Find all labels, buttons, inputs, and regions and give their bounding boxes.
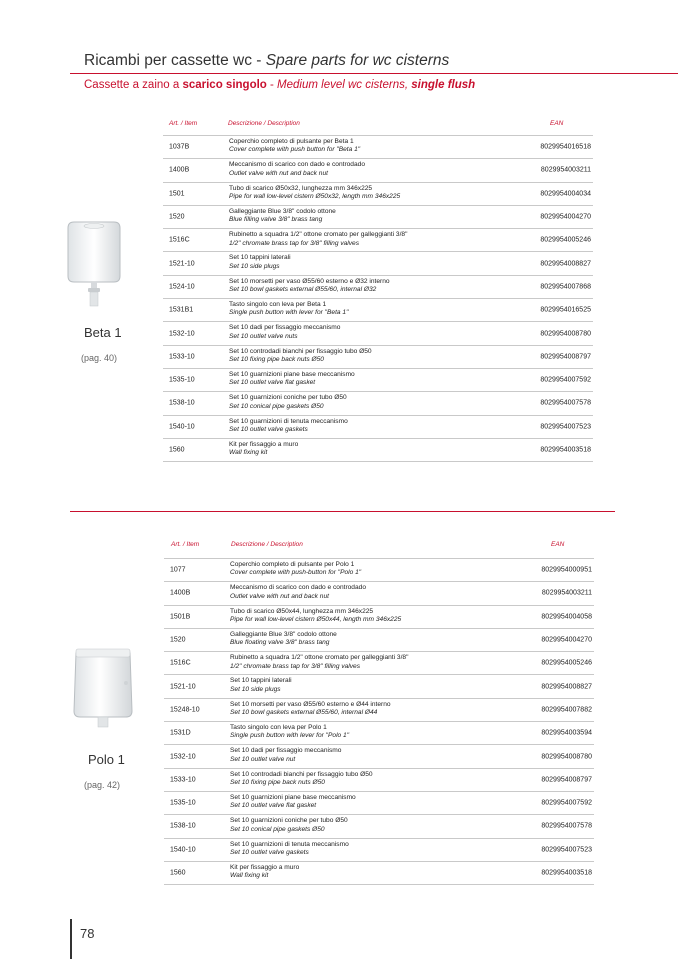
item-code: 1560 (170, 869, 186, 877)
description-english: 1/2" chromate brass tap for 3/8" filling valves (229, 239, 360, 247)
item-description (229, 185, 400, 202)
description-italian: Set 10 controdadi bianchi per fissaggio tubo Ø50 (229, 347, 372, 355)
column-header-ean: EAN (550, 120, 564, 127)
description-italian: Set 10 tappini laterali (230, 677, 292, 685)
item-description (229, 254, 291, 271)
beta1-cistern-image (64, 218, 124, 308)
description-english: Set 10 outlet valve nut (230, 755, 296, 763)
item-code: 1516C (169, 236, 190, 244)
item-description (230, 724, 349, 741)
item-code: 1520 (169, 213, 185, 221)
table-row (163, 276, 593, 299)
description-italian: Set 10 guarnizioni di tenuta meccanismo (229, 417, 348, 425)
column-header-description: Descrizione / Description (228, 120, 300, 127)
description-italian: Kit per fissaggio a muro (229, 440, 299, 448)
description-english: Outlet valve with nut and back nut (230, 592, 329, 600)
description-english: Set 10 side plugs (229, 262, 280, 270)
ean-code: 8029954005246 (541, 659, 592, 667)
ean-code: 8029954005246 (540, 236, 591, 244)
ean-code: 8029954003518 (540, 446, 591, 454)
title-divider (70, 73, 678, 74)
description-english: Blue floating valve 3/8" brass tang (230, 639, 330, 647)
description-italian: Tubo di scarico Ø50x44, lunghezza mm 346x225 (230, 607, 374, 615)
item-code: 1531D (170, 729, 191, 737)
description-english: Blue filling valve 3/8" brass tang (229, 216, 323, 224)
description-english: Cover complete with push-button for "Polo 1" (230, 569, 362, 577)
item-description (230, 631, 337, 648)
description-english: Set 10 side plugs (230, 685, 281, 693)
description-italian: Set 10 morsetti per vaso Ø55/60 esterno e Ø44 interno (230, 700, 391, 708)
item-description (229, 208, 336, 225)
item-description (230, 747, 341, 764)
table-row (164, 722, 594, 745)
description-italian: Set 10 guarnizioni piane base meccanismo (229, 370, 355, 378)
table-row (164, 606, 594, 629)
table-row (164, 675, 594, 698)
item-code: 1077 (170, 566, 186, 574)
item-code: 1521-10 (169, 260, 195, 268)
description-italian: Set 10 guarnizioni coniche per tubo Ø50 (229, 394, 347, 402)
product-page-ref-beta1: (pag. 40) (81, 353, 118, 363)
table-row (164, 862, 594, 885)
item-code: 15248-10 (170, 706, 200, 714)
item-description (230, 817, 348, 834)
column-header-art: Art. / Item (169, 120, 198, 127)
ean-code: 8029954003594 (541, 729, 592, 737)
item-description (230, 584, 366, 601)
item-description (230, 771, 373, 788)
item-code: 1400B (170, 589, 191, 597)
ean-code: 8029954008797 (540, 353, 591, 361)
item-code: 1520 (170, 636, 186, 644)
description-italian: Galleggiante Blue 3/8" codolo ottone (230, 630, 337, 638)
item-description (229, 441, 298, 458)
table-row (163, 252, 593, 275)
ean-code: 8029954007592 (540, 376, 591, 384)
product-name-beta1: Beta 1 (84, 325, 122, 340)
description-italian: Rubinetto a squadra 1/2" ottone cromato per galleggianti 3/8" (230, 654, 409, 662)
ean-code: 8029954008780 (541, 753, 592, 761)
item-description (229, 324, 340, 341)
ean-code: 8029954007882 (541, 706, 592, 714)
item-code: 1501B (170, 613, 191, 621)
ean-code: 8029954007523 (541, 846, 592, 854)
item-code: 1524-10 (169, 283, 195, 291)
item-description (230, 654, 408, 671)
item-code: 1501 (169, 190, 185, 198)
description-italian: Coperchio completo di pulsante per Beta 1 (229, 138, 354, 145)
description-italian: Tasto singolo con leva per Beta 1 (229, 301, 327, 309)
section-divider (70, 511, 615, 512)
description-english: Set 10 outlet valve flat gasket (230, 802, 317, 810)
description-italian: Set 10 tappini laterali (229, 254, 291, 262)
table-row (163, 159, 593, 182)
description-italian: Set 10 guarnizioni piane base meccanismo (230, 793, 356, 801)
table-row (163, 369, 593, 392)
description-italian: Tubo di scarico Ø50x32, lunghezza mm 346x225 (229, 184, 373, 192)
item-code: 1037B (169, 143, 190, 151)
description-english: Outlet valve with nut and back nut (229, 169, 328, 177)
item-code: 1533-10 (169, 353, 195, 361)
description-italian: Set 10 guarnizioni coniche per tubo Ø50 (230, 817, 348, 825)
table-row (164, 792, 594, 815)
item-description (229, 161, 365, 178)
description-italian: Rubinetto a squadra 1/2" ottone cromato per galleggianti 3/8" (229, 231, 408, 239)
table-row (163, 346, 593, 369)
parts-table-polo1 (164, 558, 594, 885)
table-row (164, 745, 594, 768)
table-row (164, 815, 594, 838)
description-italian: Set 10 controdadi bianchi per fissaggio tubo Ø50 (230, 770, 373, 778)
item-description (230, 608, 401, 625)
ean-code: 8029954008797 (541, 776, 592, 784)
item-description (229, 394, 347, 411)
ean-code: 8029954004034 (540, 190, 591, 198)
column-header-description: Descrizione / Description (231, 541, 303, 548)
table-row (164, 839, 594, 862)
item-description (229, 348, 372, 365)
description-english: Set 10 fixing pipe back nuts Ø50 (230, 779, 325, 787)
description-english: Set 10 conical pipe gaskets Ø50 (229, 402, 324, 410)
description-english: Single push button with lever for "Beta 1" (229, 309, 349, 317)
item-code: 1533-10 (170, 776, 196, 784)
description-italian: Kit per fissaggio a muro (230, 863, 300, 871)
table-row (163, 229, 593, 252)
item-description (230, 864, 299, 881)
item-description (229, 371, 355, 388)
ean-code: 8029954004270 (541, 636, 592, 644)
ean-code: 8029954007523 (540, 423, 591, 431)
column-header-ean: EAN (551, 541, 565, 548)
table-row (164, 582, 594, 605)
page-subtitle: Cassette a zaino a scarico singolo - Medium level wc cisterns, single flush (84, 79, 476, 91)
ean-code: 8029954007578 (540, 399, 591, 407)
product-page-ref-polo1: (pag. 42) (84, 780, 121, 790)
description-english: Set 10 outlet valve gaskets (229, 425, 308, 433)
table-row (164, 652, 594, 675)
description-english: Set 10 outlet valve gaskets (230, 848, 309, 856)
ean-code: 8029954016525 (540, 306, 591, 314)
table-row (163, 322, 593, 345)
item-description (230, 794, 356, 811)
item-code: 1538-10 (170, 822, 196, 830)
item-code: 1560 (169, 446, 185, 454)
parts-table-beta1 (163, 135, 593, 462)
item-code: 1535-10 (169, 376, 195, 384)
description-english: Set 10 outlet valve flat gasket (229, 379, 316, 387)
item-code: 1532-10 (170, 753, 196, 761)
item-description (230, 701, 391, 718)
item-code: 1400B (169, 166, 190, 174)
ean-code: 8029954000951 (541, 566, 592, 574)
ean-code: 8029954007578 (541, 822, 592, 830)
description-italian: Coperchio completo di pulsante per Polo 1 (230, 561, 355, 568)
item-description (230, 841, 349, 858)
page-title: Ricambi per cassette wc - Spare parts for wc cisterns (84, 52, 450, 69)
description-english: Set 10 bowl gaskets external Ø55/60, internal Ø44 (230, 709, 378, 717)
description-english: Set 10 conical pipe gaskets Ø50 (230, 825, 325, 833)
item-code: 1540-10 (169, 423, 195, 431)
ean-code: 8029954004270 (540, 213, 591, 221)
ean-code: 8029954004058 (541, 613, 592, 621)
description-english: Pipe for wall low-level cistern Ø50x32, length mm 346x225 (229, 193, 401, 200)
item-code: 1516C (170, 659, 191, 667)
description-english: 1/2" chromate brass tap for 3/8" filling valves (230, 662, 361, 670)
description-italian: Set 10 morsetti per vaso Ø55/60 esterno e Ø32 interno (229, 277, 390, 285)
page-number: 78 (80, 926, 95, 941)
item-code: 1531B1 (169, 306, 194, 314)
ean-code: 8029954007868 (540, 283, 591, 291)
ean-code: 8029954008780 (540, 330, 591, 338)
description-italian: Set 10 dadi per fissaggio meccanismo (229, 324, 341, 332)
ean-code: 8029954007592 (541, 799, 592, 807)
item-code: 1540-10 (170, 846, 196, 854)
table-row (164, 769, 594, 792)
description-english: Set 10 bowl gaskets external Ø55/60, internal Ø32 (229, 286, 377, 294)
item-description (230, 677, 292, 694)
ean-code: 8029954008827 (540, 260, 591, 268)
table-row (163, 183, 593, 206)
table-row (163, 136, 593, 159)
description-english: Wall fixing kit (230, 872, 269, 880)
item-description (229, 301, 348, 318)
description-italian: Set 10 dadi per fissaggio meccanismo (230, 747, 342, 755)
column-header-art: Art. / Item (171, 541, 200, 548)
ean-code: 8029954003211 (540, 166, 591, 174)
page-number-bar (70, 919, 72, 959)
item-description (229, 418, 348, 435)
item-code: 1521-10 (170, 683, 196, 691)
description-english: Single push button with lever for "Polo 1" (230, 732, 350, 740)
ean-code: 8029954003518 (541, 869, 592, 877)
table-row (163, 416, 593, 439)
item-code: 1535-10 (170, 799, 196, 807)
polo1-cistern-image (70, 645, 136, 730)
table-row (164, 629, 594, 652)
item-description (230, 561, 361, 578)
table-row (164, 559, 594, 582)
item-description (229, 278, 390, 295)
item-code: 1538-10 (169, 399, 195, 407)
description-english: Pipe for wall low-level cistern Ø50x44, length mm 346x225 (230, 616, 402, 623)
table-row (164, 699, 594, 722)
item-description (229, 138, 360, 155)
table-row (163, 439, 593, 462)
table-row (163, 299, 593, 322)
item-code: 1532-10 (169, 330, 195, 338)
description-italian: Meccanismo di scarico con dado e controdado (230, 584, 366, 592)
ean-code: 8029954003211 (541, 589, 592, 597)
ean-code: 8029954008827 (541, 683, 592, 691)
description-italian: Galleggiante Blue 3/8" codolo ottone (229, 207, 336, 215)
description-english: Set 10 fixing pipe back nuts Ø50 (229, 356, 324, 364)
description-italian: Tasto singolo con leva per Polo 1 (230, 724, 327, 732)
ean-code: 8029954016518 (540, 143, 591, 151)
table-row (163, 206, 593, 229)
item-description (229, 231, 407, 248)
description-english: Wall fixing kit (229, 449, 268, 457)
product-name-polo1: Polo 1 (88, 752, 125, 767)
description-english: Cover complete with push button for "Beta 1" (229, 146, 361, 154)
description-italian: Meccanismo di scarico con dado e controdado (229, 161, 365, 169)
table-row (163, 392, 593, 415)
description-english: Set 10 outlet valve nuts (229, 332, 298, 340)
description-italian: Set 10 guarnizioni di tenuta meccanismo (230, 840, 349, 848)
